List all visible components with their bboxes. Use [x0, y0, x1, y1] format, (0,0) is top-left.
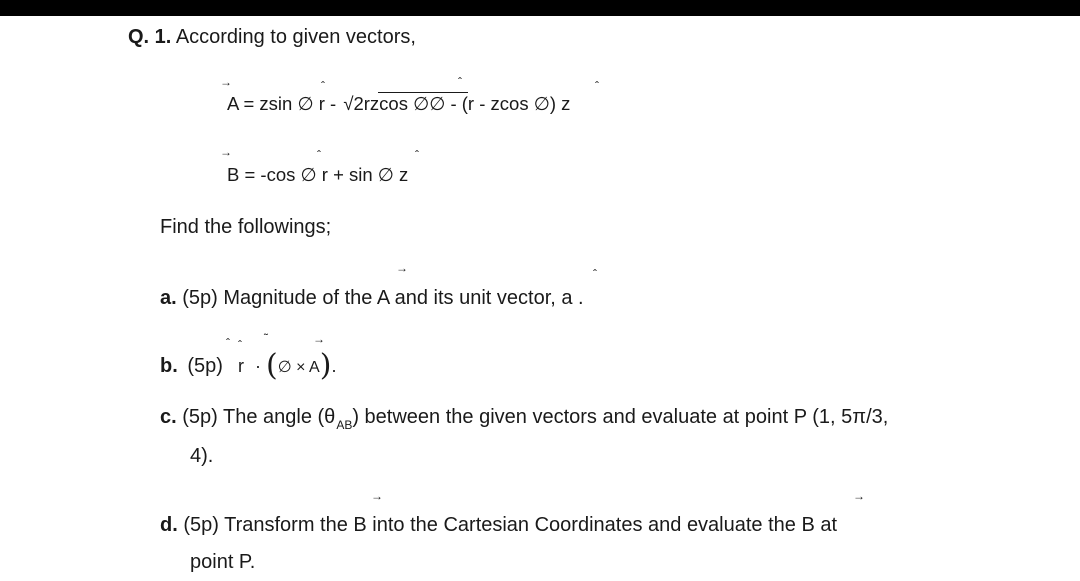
part-b-inner: ∅ × A — [277, 359, 320, 376]
part-d-label: d. — [160, 514, 178, 536]
part-a-a-arrow-icon: → — [396, 261, 408, 275]
sqrt-overline — [378, 92, 468, 93]
vector-a-arrow-icon: → — [220, 75, 232, 89]
part-d-b-arrow-icon-1: → — [371, 489, 383, 503]
phi-hat-icon: ˆ — [458, 75, 462, 89]
part-a-label: a. — [160, 287, 177, 309]
r-hat-icon: ˆ — [321, 79, 325, 93]
question-heading — [128, 25, 416, 49]
vector-b-equation — [227, 164, 408, 186]
z-hat-icon-b: ˆ — [415, 148, 419, 162]
vector-a-term2: - (r - zcos ∅) z — [450, 93, 571, 114]
part-a-text: (5p) Magnitude of the A and its unit vector, a . — [182, 287, 584, 309]
part-b-phi-tilde-icon: ˜ — [264, 331, 268, 345]
part-b-points: (5p) — [187, 355, 223, 377]
part-a — [160, 286, 584, 310]
part-b-r-hat-icon: ˆ — [238, 338, 242, 352]
part-b-p-hat-icon: ˆ — [226, 336, 230, 350]
sqrt-content: 2rzcos ∅∅ — [353, 93, 446, 114]
question-label: Q. 1. — [128, 26, 172, 48]
part-b — [160, 354, 223, 378]
part-d-line2: point P. — [190, 551, 256, 573]
question-intro: According to given vectors, — [175, 26, 416, 48]
vector-a-term1: = zsin ∅ r - — [243, 93, 337, 114]
vector-a-equation — [227, 93, 570, 115]
top-black-bar — [0, 0, 1080, 16]
right-paren: ) — [319, 348, 332, 383]
part-c-label: c. — [160, 406, 177, 428]
part-d — [160, 513, 837, 537]
part-b-dot: · — [255, 356, 262, 376]
vector-a-symbol: A — [227, 93, 239, 114]
part-c-text-pre: (5p) The angle (θ — [182, 406, 336, 428]
vector-b-arrow-icon: → — [220, 145, 232, 159]
part-d-text: (5p) Transform the B into the Cartesian Coordinates and evaluate the B at — [183, 514, 838, 536]
part-d-b-arrow-icon-2: → — [853, 489, 865, 503]
part-a-unit-hat-icon: ˆ — [593, 267, 597, 281]
part-b-r: r — [238, 356, 244, 376]
part-c-line2: 4). — [190, 445, 214, 467]
vector-b-symbol: B — [227, 164, 240, 185]
part-c-text-post: ) between the given vectors and evaluate at point P (1, 5π/3, — [352, 406, 889, 428]
r-hat-icon-b: ˆ — [317, 148, 321, 162]
part-b-label: b. — [160, 355, 178, 377]
sqrt-symbol: √ — [343, 93, 354, 114]
part-c — [160, 405, 888, 437]
part-c-subscript: AB — [336, 418, 353, 432]
find-instruction: Find the followings; — [160, 216, 332, 238]
part-b-expression — [238, 348, 337, 383]
left-paren: ( — [266, 348, 278, 383]
period: . — [331, 356, 337, 376]
vector-b-terms: = -cos ∅ r + sin ∅ z — [244, 164, 409, 185]
z-hat-icon: ˆ — [595, 79, 599, 93]
part-b-a-arrow-icon: → — [313, 332, 325, 346]
